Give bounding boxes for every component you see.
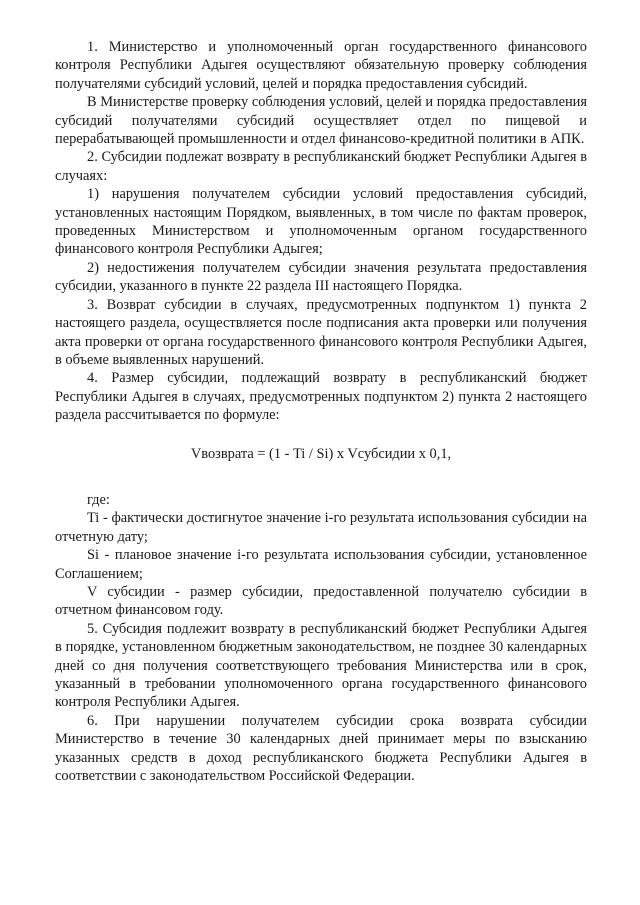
- paragraph-2-sub-1: 1) нарушения получателем субсидии условий предоставления субсидий, установленных настоящим Порядком, выявленных, в том числе по фактам проверок, проведенных Министерством и уполномоченным органом государственного финансового контроля Республики Адыгея;: [55, 186, 587, 258]
- paragraph-2: 2. Субсидии подлежат возврату в республиканский бюджет Республики Адыгея в случаях:: [55, 149, 587, 184]
- definition-v-subsidy: V субсидии - размер субсидии, предоставленной получателю субсидии в отчетном финансовом году.: [55, 583, 587, 619]
- paragraph-ministry-check: В Министерстве проверку соблюдения условий, целей и порядка предоставления субсидий получателями субсидий осуществляет отдел по пищевой и перерабатывающей промышленности и отдел финансово-кредитной политики в АПК.: [55, 94, 587, 148]
- paragraph-1: 1. Министерство и уполномоченный орган государственного финансового контроля Республики Адыгея осуществляют обязательную проверку соблюдения получателями субсидий условий, целей и порядка предоставления субсидий.: [55, 39, 587, 92]
- refund-formula: Vвозврата = (1 - Ti / Si) x Vсубсидии x 0,1,: [190, 445, 452, 462]
- paragraph-6: 6. При нарушении получателем субсидии срока возврата субсидии Министерство в течение 30 календарных дней принимает меры по взысканию указанных средств в доход республиканского бюджета Республики Адыгея в соответствии с законодательством Российской Федерации.: [55, 712, 587, 785]
- paragraph-3: 3. Возврат субсидии в случаях, предусмотренных подпунктом 1) пункта 2 настоящего раздела, осуществляется после подписания акта проверки или получения акта проверки от органа государственного финансового контроля Республики Адыгея, в объеме выявленных нарушений.: [55, 296, 587, 368]
- document-page: [55, 38, 587, 785]
- definition-ti: Ti - фактически достигнутое значение i-го результата использования субсидии на отчетную дату;: [55, 510, 587, 545]
- paragraph-5: 5. Субсидия подлежит возврату в республиканский бюджет Республики Адыгея в порядке, установленном бюджетным законодательством, не позднее 30 календарных дней со дня получения соответствующего требования Министерства или в срок, указанный в требовании уполномоченного органа государственного финансового контроля Республики Адыгея.: [55, 620, 587, 711]
- paragraph-4: 4. Размер субсидии, подлежащий возврату в республиканский бюджет Республики Адыгея в случаях, предусмотренных подпунктом 2) пункта 2 настоящего раздела рассчитывается по формуле:: [55, 370, 587, 424]
- paragraph-2-sub-2: 2) недостижения получателем субсидии значения результата предоставления субсидии, указанного в пункте 22 раздела III настоящего Порядка.: [55, 259, 587, 295]
- where-label: где:: [87, 491, 110, 508]
- definition-si: Si - плановое значение i-го результата использования субсидии, установленное Соглашением;: [55, 547, 587, 582]
